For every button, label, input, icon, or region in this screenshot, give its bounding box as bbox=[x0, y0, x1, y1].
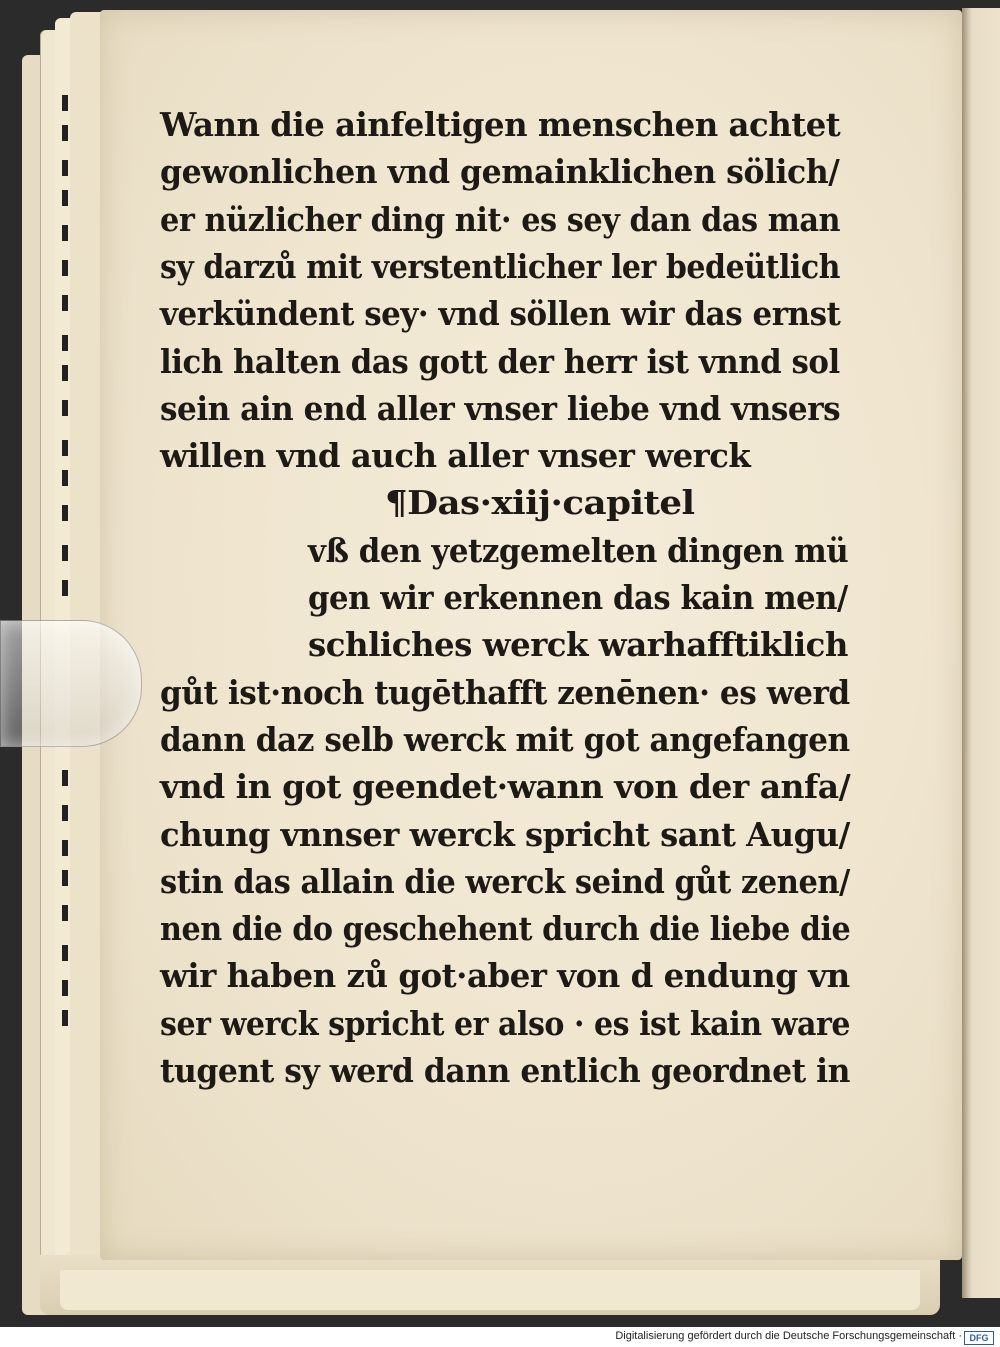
text-line: lich halten das gott der herr ist vnnd sol bbox=[160, 341, 840, 381]
stitch-mark bbox=[62, 95, 68, 111]
text-line: gen wir erkennen das kain men/ bbox=[308, 578, 848, 617]
facing-page bbox=[962, 8, 1000, 1298]
text-line: gewonlichen vnd gemainklichen sölich/ bbox=[160, 152, 840, 192]
text-line: dann daz selb werck mit got angefangen bbox=[160, 719, 850, 759]
stitch-mark bbox=[62, 365, 68, 381]
stitch-mark bbox=[62, 335, 68, 351]
stitch-mark bbox=[62, 805, 68, 821]
stitch-mark bbox=[62, 125, 68, 141]
stitch-mark bbox=[62, 190, 68, 206]
stitch-mark bbox=[62, 870, 68, 886]
text-line: willen vnd auch aller vnser werck bbox=[160, 436, 751, 476]
text-line: nen die do geschehent durch die liebe die bbox=[160, 909, 851, 949]
stitch-mark bbox=[62, 400, 68, 416]
text-line: ser werck spricht er also · es ist kain ware bbox=[160, 1003, 851, 1043]
text-line: verkündent sey· vnd söllen wir das ernst bbox=[160, 294, 841, 334]
dfg-logo-icon: DFG bbox=[964, 1331, 994, 1345]
stitch-mark bbox=[62, 505, 68, 521]
stitch-mark bbox=[62, 980, 68, 996]
text-line: tugent sy werd dann entlich geordnet in bbox=[160, 1051, 850, 1090]
stitch-mark bbox=[62, 1010, 68, 1026]
text-line: vnd in got geendet·wann von der anfa/ bbox=[160, 767, 851, 807]
book-page bbox=[100, 10, 962, 1260]
stitch-mark bbox=[62, 545, 68, 561]
stitch-mark bbox=[62, 295, 68, 311]
stitch-mark bbox=[62, 905, 68, 921]
text-line: sy darzů mit verstentlicher ler bedeütlich bbox=[160, 246, 841, 286]
stitch-mark bbox=[62, 470, 68, 486]
text-line: stin das allain die werck seind gůt zenen/ bbox=[160, 861, 850, 901]
stitch-mark bbox=[62, 580, 68, 596]
stitch-mark bbox=[62, 225, 68, 241]
stitch-mark bbox=[62, 160, 68, 176]
chapter-heading: ¶Das·xiij·capitel bbox=[385, 483, 695, 523]
stitch-mark bbox=[62, 440, 68, 456]
credit-bar bbox=[0, 1327, 1000, 1347]
text-line: gůt ist·noch tugēthafft zenēnen· es werd bbox=[160, 672, 850, 712]
page-clip bbox=[0, 620, 142, 747]
stitch-mark bbox=[62, 260, 68, 276]
text-line: schliches werck warhafftiklich bbox=[308, 625, 848, 665]
bottom-page-edges bbox=[60, 1270, 920, 1310]
text-line: wir haben zů got·aber von d endung vn bbox=[160, 956, 850, 996]
stitch-mark bbox=[62, 770, 68, 786]
stitch-mark bbox=[62, 945, 68, 961]
text-line: sein ain end aller vnser liebe vnd vnsers bbox=[160, 388, 841, 428]
text-line: chung vnnser werck spricht sant Augu/ bbox=[160, 814, 850, 854]
stitch-mark bbox=[62, 840, 68, 856]
text-line: er nüzlicher ding nit· es sey dan das man bbox=[160, 199, 841, 239]
text-line: Wann die ainfeltigen menschen achtet bbox=[160, 105, 841, 144]
text-line: vß den yetzgemelten dingen mü bbox=[308, 530, 849, 570]
credit-text: Digitalisierung gefördert durch die Deutsche Forschungsgemeinschaft · bbox=[615, 1330, 962, 1342]
